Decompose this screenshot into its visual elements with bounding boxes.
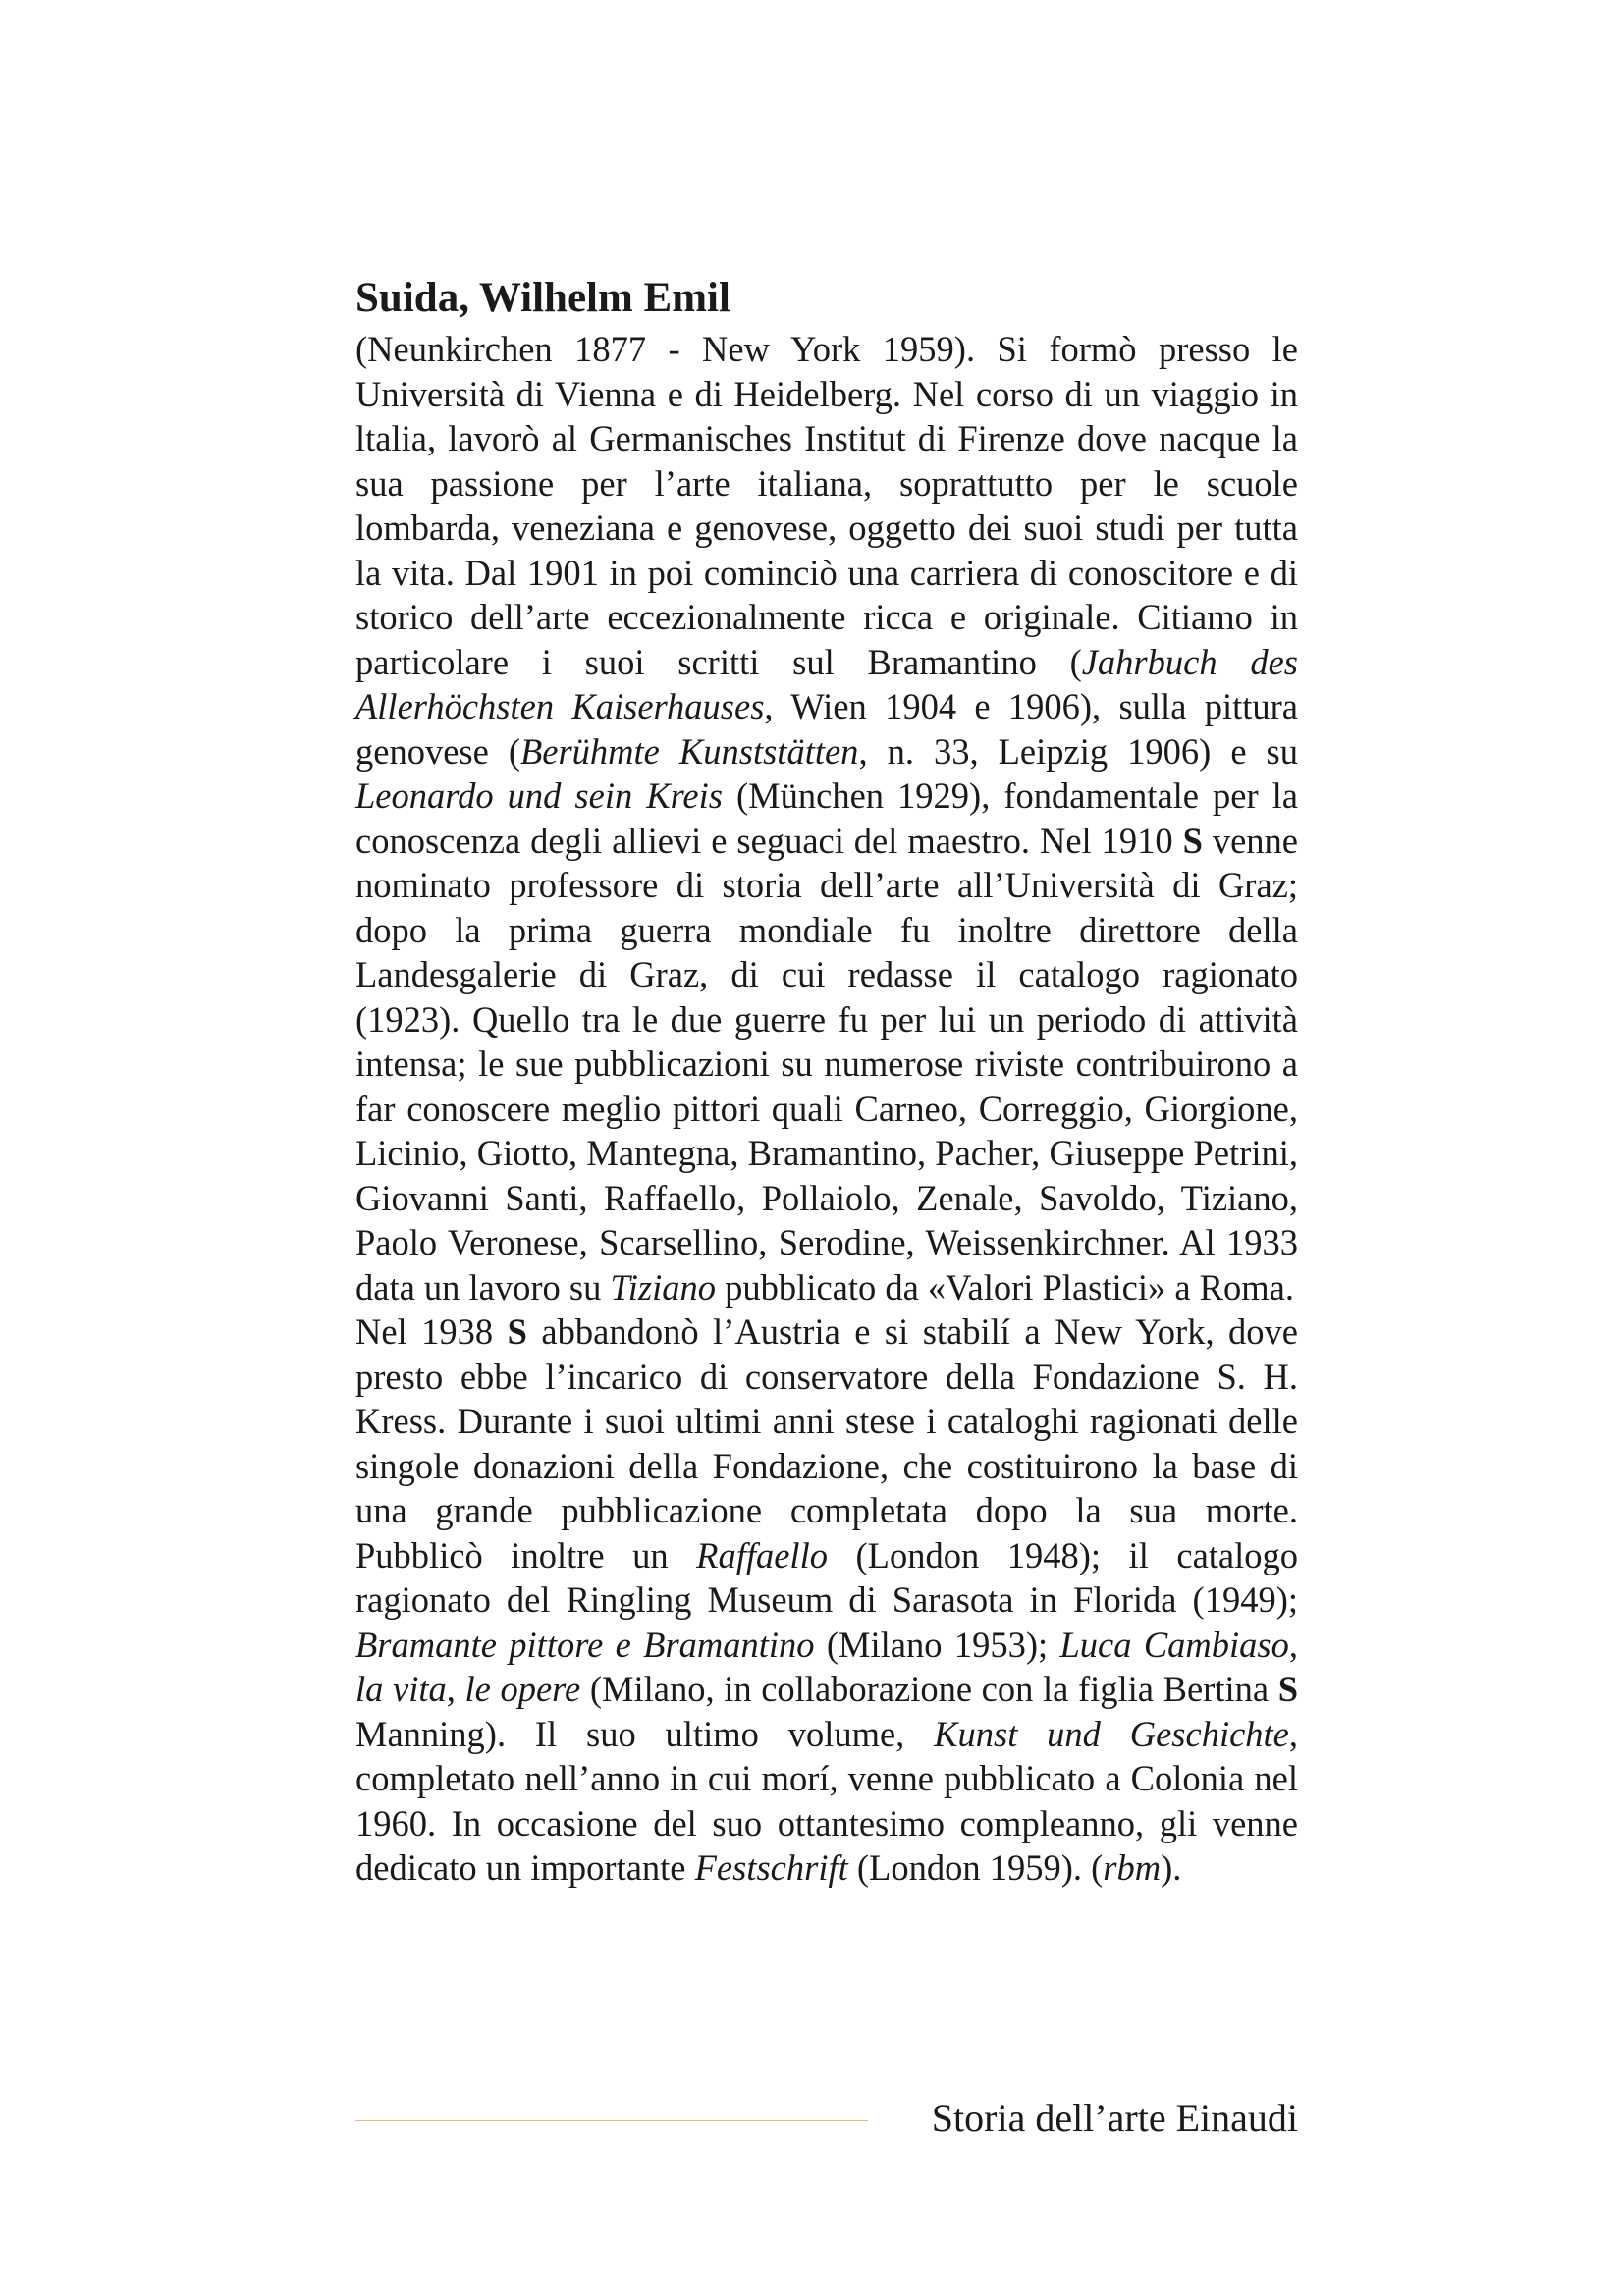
italic-text: rbm [1103,1847,1162,1888]
italic-text: Bramante pittore e Bramantino [355,1624,815,1665]
bold-initial: S [1277,1669,1298,1709]
italic-text: Leonardo und sein Kreis [355,775,723,816]
text-run: , n. 33, Leipzig 1906) e su [858,730,1298,772]
italic-text: la vita [355,1669,447,1709]
text-run: , [1288,1624,1298,1665]
italic-text: le opere [464,1669,581,1709]
text-run: (London 1948); il catalogo ragionato del Ringling Museum di Sarasota in Florida (1949); [355,1534,1298,1620]
italic-text: Jahrbuch des Allerhöchsten Kaiserhauses [355,641,1298,726]
italic-text: Kunst und Geschichte [934,1713,1289,1754]
text-run: pubblicato da «Valori Plastici» a Roma. [716,1266,1294,1308]
page-footer [355,2089,1298,2148]
italic-text: Luca Cambiaso [1059,1624,1289,1665]
italic-text: Festschrift [694,1847,848,1888]
entry-paragraph-1 [355,327,1298,1309]
text-run: , [446,1669,465,1709]
text-run: (London 1959). ( [847,1847,1104,1888]
italic-text: Berühmte Kunststätten [519,730,859,772]
encyclopedia-entry [355,271,1298,1891]
entry-paragraph-2 [355,1309,1298,1891]
text-run: , Wien 1904 e 1906), sulla pittura genovese ( [355,686,1298,772]
bold-initial: S [1182,820,1203,861]
text-run: venne nominato professore di storia dell’arte all’Università di Graz; dopo la prima guerra mondiale fu inoltre direttore della Landesgalerie di Graz, di cui redasse il catalogo ragionato (1923). Quello tra le due guerre fu per lui un periodo di attività intensa; le sue pubblicazioni su numerose riviste contribuirono a far conoscere meglio pittori quali Carneo, Correggio, Giorgione, Licinio, Giotto, Mantegna, Bramantino, Pacher, Giuseppe Petrini, Giovanni Santi, Raffaello, Pollaiolo, Zenale, Savoldo, Tiziano, Paolo Veronese, Scarsellino, Serodine, Weissenkirchner. Al 1933 data un lavoro su [355,820,1298,1308]
italic-text: Raffaello [696,1534,828,1575]
text-run: ). [1161,1847,1182,1888]
text-run: Nel 1938 [355,1311,508,1352]
bold-initial: S [507,1311,527,1352]
text-run: (Neunkirchen 1877 - New York 1959). Si formò presso le Università di Vienna e di Heidelberg. Nel corso di un viaggio in ltalia, lavorò al Germanisches Institut di Firenze dove nacque la sua passione per l’arte italiana, soprattutto per le scuole lombarda, veneziana e genovese, oggetto dei suoi studi per tutta la vita. Dal 1901 in poi cominciò una carriera di conoscitore e di storico dell’arte eccezionalmente ricca e originale. Citiamo in particolare i suoi scritti sul Bramantino ( [355,329,1298,682]
text-run: (München 1929), fondamentale per la conoscenza degli allievi e seguaci del maestro. Nel 1910 [355,775,1298,861]
text-run: Manning). Il suo ultimo volume, [355,1713,935,1754]
text-run: abbandonò l’Austria e si stabilí a New York, dove presto ebbe l’incarico di conservatore della Fondazione S. H. Kress. Durante i suoi ultimi anni stese i cataloghi ragionati delle singole donazioni della Fondazione, che costituirono la base di una grande pubblicazione completata dopo la sua morte. Pubblicò inoltre un [355,1311,1298,1575]
text-run: , completato nell’anno in cui morí, venne pubblicato a Colonia nel 1960. In occasione del suo ottantesimo compleanno, gli venne dedicato un importante [355,1713,1299,1888]
publication-name: Storia dell’arte Einaudi [931,2096,1298,2140]
entry-title: Suida, Wilhelm Emil [355,275,730,321]
footer-rule [355,2120,868,2121]
italic-text: Tiziano [610,1266,717,1308]
text-run: (Milano, in collaborazione con la figlia Bertina [580,1669,1278,1709]
text-run: (Milano 1953); [814,1624,1060,1665]
